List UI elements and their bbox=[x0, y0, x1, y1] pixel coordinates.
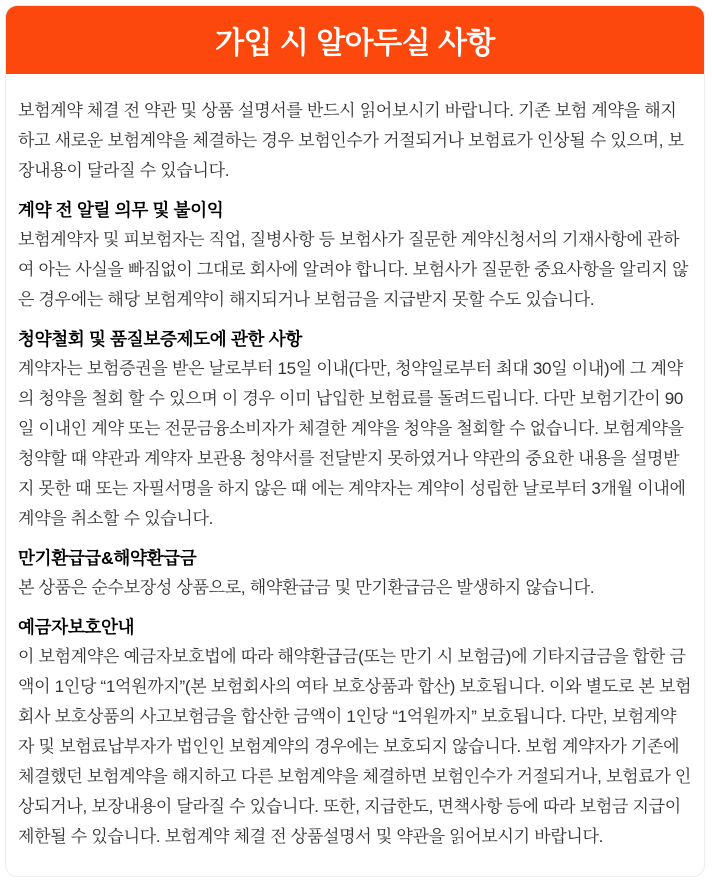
section-body-depositor-protection: 이 보험계약은 예금자보호법에 따라 해약환급금(또는 만기 시 보험금)에 기타지급금을 합한 금액이 1인당 “1억원까지”(본 보험회사의 여타 보호상품과 합산) 보호됩니다. 이와 별도로 본 보험회사 보호상품의 사고보험금을 합산한 금액이 1인당 “1억원까지” 보호됩니다. 다만, 보험계약자 및 보험료납부자가 법인인 보험계약의 경우에는 보호되지 않습니다. 보험 계약자가 기존에 체결했던 보험계약을 해지하고 다른 보험계약을 체결하면 보험인수가 거절되거나, 보험료가 인상되거나, 보장내용이 달라질 수 있습니다. 또한, 지급한도, 면책사항 등에 따라 보험금 지급이 제한될 수 있습니다. 보험계약 체결 전 상품설명서 및 약관을 읽어보시기 바랍니다. bbox=[18, 647, 692, 846]
section-body-duty-to-disclose: 보험계약자 및 피보험자는 직업, 질병사항 등 보험사가 질문한 계약신청서의 기재사항에 관하여 아는 사실을 빠짐없이 그대로 회사에 알려야 합니다. 보험사가 질문한 중요사항을 알리지 않은 경우에는 해당 보험계약이 해지되거나 보험금을 지급받지 못할 수도 있습니다. bbox=[18, 230, 689, 309]
section-body-withdrawal-quality-assurance: 계약자는 보험증권을 받은 날로부터 15일 이내(다만, 청약일로부터 최대 30일 이내)에 그 계약의 청약을 철회 할 수 있으며 이 경우 이미 납입한 보험료를 돌려드립니다. 다만 보험기간이 90일 이내인 계약 또는 전문금융소비자가 체결한 계약을 청약을 철회할 수 없습니다. 보험계약을 청약할 때 약관과 계약자 보관용 청약서를 전달받지 못하였거나 약관의 중요한 내용을 설명받지 못한 때 또는 자필서명을 하지 않은 때 에는 계약자는 계약이 성립한 날로부터 3개월 이내에 계약을 취소할 수 있습니다. bbox=[18, 359, 686, 528]
section-heading-withdrawal-quality-assurance: 청약철회 및 품질보증제도에 관한 사항 bbox=[18, 329, 302, 349]
notice-card bbox=[5, 5, 705, 877]
notice-header-banner bbox=[6, 6, 704, 74]
notice-content bbox=[6, 74, 704, 876]
section-body-maturity-surrender-refund: 본 상품은 순수보장성 상품으로, 해약환급금 및 만기환급금은 발생하지 않습니다. bbox=[18, 578, 595, 597]
section-heading-duty-to-disclose: 계약 전 알릴 의무 및 불이익 bbox=[18, 200, 224, 220]
intro-paragraph: 보험계약 체결 전 약관 및 상품 설명서를 반드시 읽어보시기 바랍니다. 기존 보험 계약을 해지하고 새로운 보험계약을 체결하는 경우 보험인수가 거절되거나 보험료가 인상될 수 있으며, 보장내용이 달라질 수 있습니다. bbox=[18, 101, 684, 180]
section-heading-maturity-surrender-refund: 만기환급급&해약환급금 bbox=[18, 548, 197, 568]
section-heading-depositor-protection: 예금자보호안내 bbox=[18, 617, 135, 637]
page-title: 가입 시 알아두실 사항 bbox=[215, 27, 495, 60]
